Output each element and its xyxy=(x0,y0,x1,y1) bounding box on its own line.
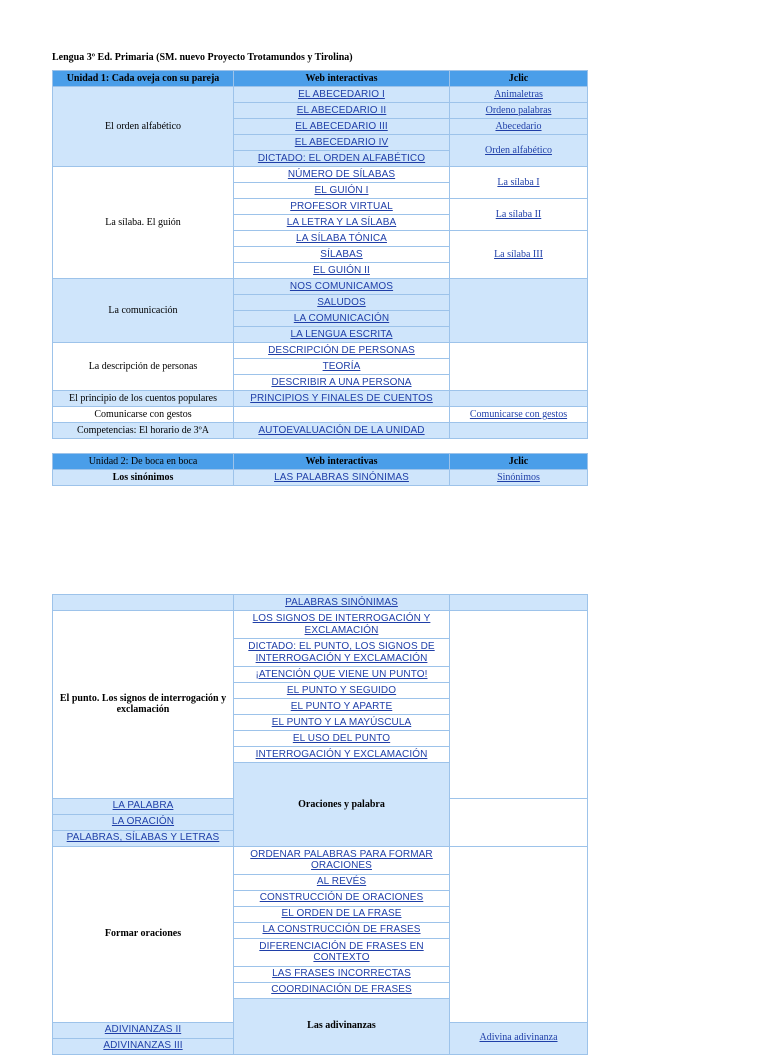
section-orden-alfabetico: El orden alfabético xyxy=(53,87,234,167)
link-adivinanzas-3[interactable]: ADIVINANZAS III xyxy=(103,1040,183,1052)
link-guion-1[interactable]: EL GUIÓN I xyxy=(314,184,369,196)
empty-jclic-cell xyxy=(450,846,588,1022)
empty-jclic-cell xyxy=(450,595,588,611)
jclic-silaba-2[interactable]: La sílaba II xyxy=(495,208,542,220)
link-palabras-silabas-letras[interactable]: PALABRAS, SÍLABAS Y LETRAS xyxy=(66,832,220,844)
link-atencion-punto[interactable]: ¡ATENCIÓN QUE VIENE UN PUNTO! xyxy=(255,668,428,680)
jclic-comunicarse-gestos[interactable]: Comunicarse con gestos xyxy=(469,408,568,420)
empty-jclic-cell xyxy=(450,423,588,439)
section-descripcion-personas: La descripción de personas xyxy=(53,343,234,391)
link-lengua-escrita[interactable]: LA LENGUA ESCRITA xyxy=(290,328,393,340)
link-abecedario-3[interactable]: EL ABECEDARIO III xyxy=(295,120,388,132)
jclic-abecedario[interactable]: Abecedario xyxy=(495,120,542,132)
link-orden-frase[interactable]: EL ORDEN DE LA FRASE xyxy=(281,908,402,920)
section-punto-signos: El punto. Los signos de interrogación y exclamación xyxy=(53,611,234,799)
link-descripcion-personas[interactable]: DESCRIPCIÓN DE PERSONAS xyxy=(268,344,415,356)
link-letra-silaba[interactable]: LA LETRA Y LA SÍLABA xyxy=(286,216,397,228)
link-interrogacion-exclamacion[interactable]: INTERROGACIÓN Y EXCLAMACIÓN xyxy=(255,748,428,760)
link-nos-comunicamos[interactable]: NOS COMUNICAMOS xyxy=(289,280,394,292)
link-signos-interrogacion[interactable]: LOS SIGNOS DE INTERROGACIÓN Y EXCLAMACIÓN xyxy=(252,613,431,636)
link-silabas[interactable]: SÍLABAS xyxy=(320,248,363,260)
section-adivinanzas: Las adivinanzas xyxy=(234,998,450,1054)
link-abecedario-1[interactable]: EL ABECEDARIO I xyxy=(298,88,385,100)
link-palabras-sinonimas[interactable]: LAS PALABRAS SINÓNIMAS xyxy=(274,471,409,483)
link-numero-silabas[interactable]: NÚMERO DE SÍLABAS xyxy=(287,168,396,180)
link-adivinanzas-2[interactable]: ADIVINANZAS II xyxy=(104,1024,182,1036)
link-abecedario-2[interactable]: EL ABECEDARIO II xyxy=(296,104,387,116)
continuation-table xyxy=(52,594,588,1055)
link-punto-seguido[interactable]: EL PUNTO Y SEGUIDO xyxy=(286,684,397,696)
empty-jclic-cell xyxy=(450,343,588,391)
empty-jclic-cell xyxy=(450,279,588,343)
link-saludos[interactable]: SALUDOS xyxy=(317,296,366,308)
link-describir-persona[interactable]: DESCRIBIR A UNA PERSONA xyxy=(271,376,412,388)
unit1-header-web: Web interactivas xyxy=(234,71,450,87)
unit1-table xyxy=(52,70,588,439)
empty-jclic-cell xyxy=(450,391,588,407)
link-principios-finales[interactable]: PRINCIPIOS Y FINALES DE CUENTOS xyxy=(250,392,433,404)
jclic-silaba-1[interactable]: La sílaba I xyxy=(497,176,540,188)
link-punto-mayuscula[interactable]: EL PUNTO Y LA MAYÚSCULA xyxy=(271,716,412,728)
link-diferenciacion-frases[interactable]: DIFERENCIACIÓN DE FRASES EN CONTEXTO xyxy=(259,940,424,963)
jclic-silaba-3[interactable]: La sílaba III xyxy=(494,248,543,260)
link-frases-incorrectas[interactable]: LAS FRASES INCORRECTAS xyxy=(272,968,411,980)
unit1-header-unit: Unidad 1: Cada oveja con su pareja xyxy=(53,71,234,87)
link-la-oracion[interactable]: LA ORACIÓN xyxy=(111,816,175,828)
section-oraciones-palabra: Oraciones y palabra xyxy=(234,763,450,847)
unit2-header-web: Web interactivas xyxy=(234,454,450,470)
link-dictado-orden[interactable]: DICTADO: EL ORDEN ALFABÉTICO xyxy=(257,152,426,164)
section-silaba-guion: La sílaba. El guión xyxy=(53,167,234,279)
link-autoevaluacion[interactable]: AUTOEVALUACIÓN DE LA UNIDAD xyxy=(258,424,425,436)
jclic-ordeno-palabras[interactable]: Ordeno palabras xyxy=(485,104,552,116)
link-guion-2[interactable]: EL GUIÓN II xyxy=(313,264,370,276)
section-sinonimos: Los sinónimos xyxy=(53,470,234,486)
empty-section-cell xyxy=(53,595,234,611)
empty-jclic-cell xyxy=(450,611,588,799)
section-principio-cuentos: El principio de los cuentos populares xyxy=(53,391,234,407)
unit2-header-unit: Unidad 2: De boca en boca xyxy=(53,454,234,470)
link-construccion-frases[interactable]: LA CONSTRUCCIÓN DE FRASES xyxy=(262,924,421,936)
empty-web-cell xyxy=(234,407,450,423)
jclic-sinonimos[interactable]: Sinónimos xyxy=(497,471,540,483)
link-al-reves[interactable]: AL REVÉS xyxy=(316,876,367,888)
link-teoria[interactable]: TEORÍA xyxy=(322,360,361,372)
unit2-table xyxy=(52,453,588,486)
link-palabras-sinonimas-2[interactable]: PALABRAS SINÓNIMAS xyxy=(285,596,398,608)
link-la-palabra[interactable]: LA PALABRA xyxy=(112,800,174,812)
link-punto-aparte[interactable]: EL PUNTO Y APARTE xyxy=(290,700,393,712)
section-competencias: Competencias: El horario de 3ºA xyxy=(53,423,234,439)
link-abecedario-4[interactable]: EL ABECEDARIO IV xyxy=(294,136,389,148)
section-comunicacion: La comunicación xyxy=(53,279,234,343)
link-coordinacion-frases[interactable]: COORDINACIÓN DE FRASES xyxy=(271,984,412,996)
jclic-adivina-adivinanza[interactable]: Adivina adivinanza xyxy=(479,1032,558,1044)
unit2-header-jclic: Jclic xyxy=(450,454,588,470)
link-uso-punto[interactable]: EL USO DEL PUNTO xyxy=(292,732,391,744)
link-dictado-punto[interactable]: DICTADO: EL PUNTO, LOS SIGNOS DE INTERROGACIÓN Y EXCLAMACIÓN xyxy=(248,641,435,664)
link-la-comunicacion[interactable]: LA COMUNICACIÓN xyxy=(293,312,390,324)
link-ordenar-palabras[interactable]: ORDENAR PALABRAS PARA FORMAR ORACIONES xyxy=(250,848,433,871)
jclic-orden-alfabetico[interactable]: Orden alfabético xyxy=(485,144,552,156)
unit1-header-jclic: Jclic xyxy=(450,71,588,87)
link-profesor-virtual[interactable]: PROFESOR VIRTUAL xyxy=(290,200,393,212)
jclic-animaletras[interactable]: Animaletras xyxy=(494,88,543,100)
section-comunicarse-gestos: Comunicarse con gestos xyxy=(53,407,234,423)
link-silaba-tonica[interactable]: LA SÍLABA TÓNICA xyxy=(296,232,387,244)
section-formar-oraciones: Formar oraciones xyxy=(53,846,234,1022)
link-construccion-oraciones[interactable]: CONSTRUCCIÓN DE ORACIONES xyxy=(259,892,424,904)
document-title: Lengua 3º Ed. Primaria (SM. nuevo Proyecto Trotamundos y Tirolina) xyxy=(52,52,353,63)
